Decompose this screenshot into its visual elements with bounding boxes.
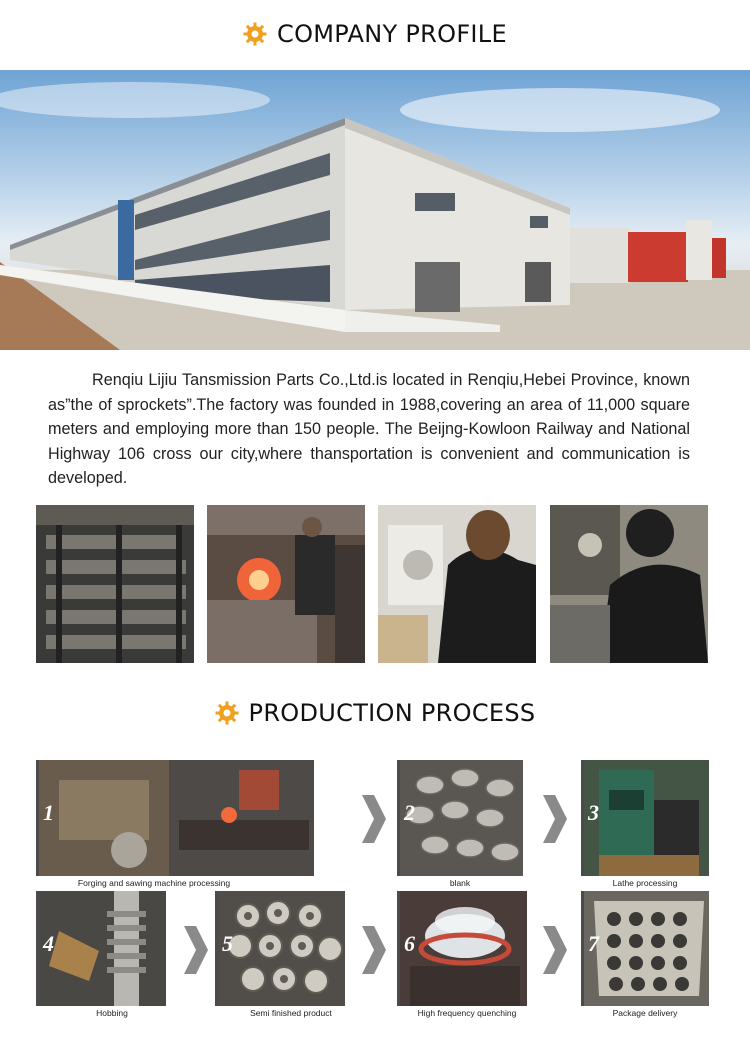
production-process-heading [0, 697, 750, 729]
chevron-right-icon [180, 926, 210, 974]
chevron-right-icon [358, 795, 388, 843]
company-profile-heading [0, 18, 750, 50]
step-number: 3 [588, 800, 599, 825]
process-step-1-image [36, 760, 314, 876]
step-number: 1 [43, 800, 54, 825]
step-number: 2 [404, 800, 415, 825]
process-step-2-label: blank [449, 878, 471, 888]
section-title: PRODUCTION PROCESS [248, 699, 536, 727]
process-step-4-label: Hobbing [96, 1008, 128, 1018]
page-title: COMPANY PROFILE [277, 20, 507, 48]
chevron-right-icon [539, 795, 569, 843]
inspection-photo [378, 505, 536, 663]
forging-workshop-photo [207, 505, 365, 663]
step-number: 4 [43, 931, 54, 956]
process-step-6-label: High frequency quenching [417, 1008, 517, 1018]
chevron-right-icon [358, 926, 388, 974]
process-step-7-label: Package delivery [612, 1008, 678, 1018]
machining-photo [550, 505, 708, 663]
process-step-3-image [581, 760, 709, 876]
company-description: Renqiu Lijiu Tansmission Parts Co.,Ltd.is located in Renqiu,Hebei Province, known as”the of sprockets”.The factory was founded in 1988,covering an area of 11,000 square meters and employing more than 150 people. The Beijng-Kowloon Railway and National Highway 106 cross our city,where thansportation is convenient and communication is developed. [48, 371, 690, 487]
warehouse-photo [36, 505, 194, 663]
process-step-6-image [397, 891, 527, 1006]
process-step-1-label: Forging and sawing machine processing [77, 878, 231, 888]
step-number: 6 [404, 931, 415, 956]
gear-icon [215, 701, 239, 725]
step-number: 5 [222, 931, 233, 956]
process-step-4-image [36, 891, 166, 1006]
process-step-5-label: Semi finished product [250, 1008, 332, 1018]
step-number: 7 [588, 931, 599, 956]
gear-icon [243, 22, 267, 46]
factory-photo [0, 70, 750, 350]
process-step-3-label: Lathe processing [612, 878, 678, 888]
chevron-right-icon [539, 926, 569, 974]
process-step-5-image [215, 891, 345, 1006]
process-step-7-image [581, 891, 709, 1006]
process-step-2-image [397, 760, 523, 876]
